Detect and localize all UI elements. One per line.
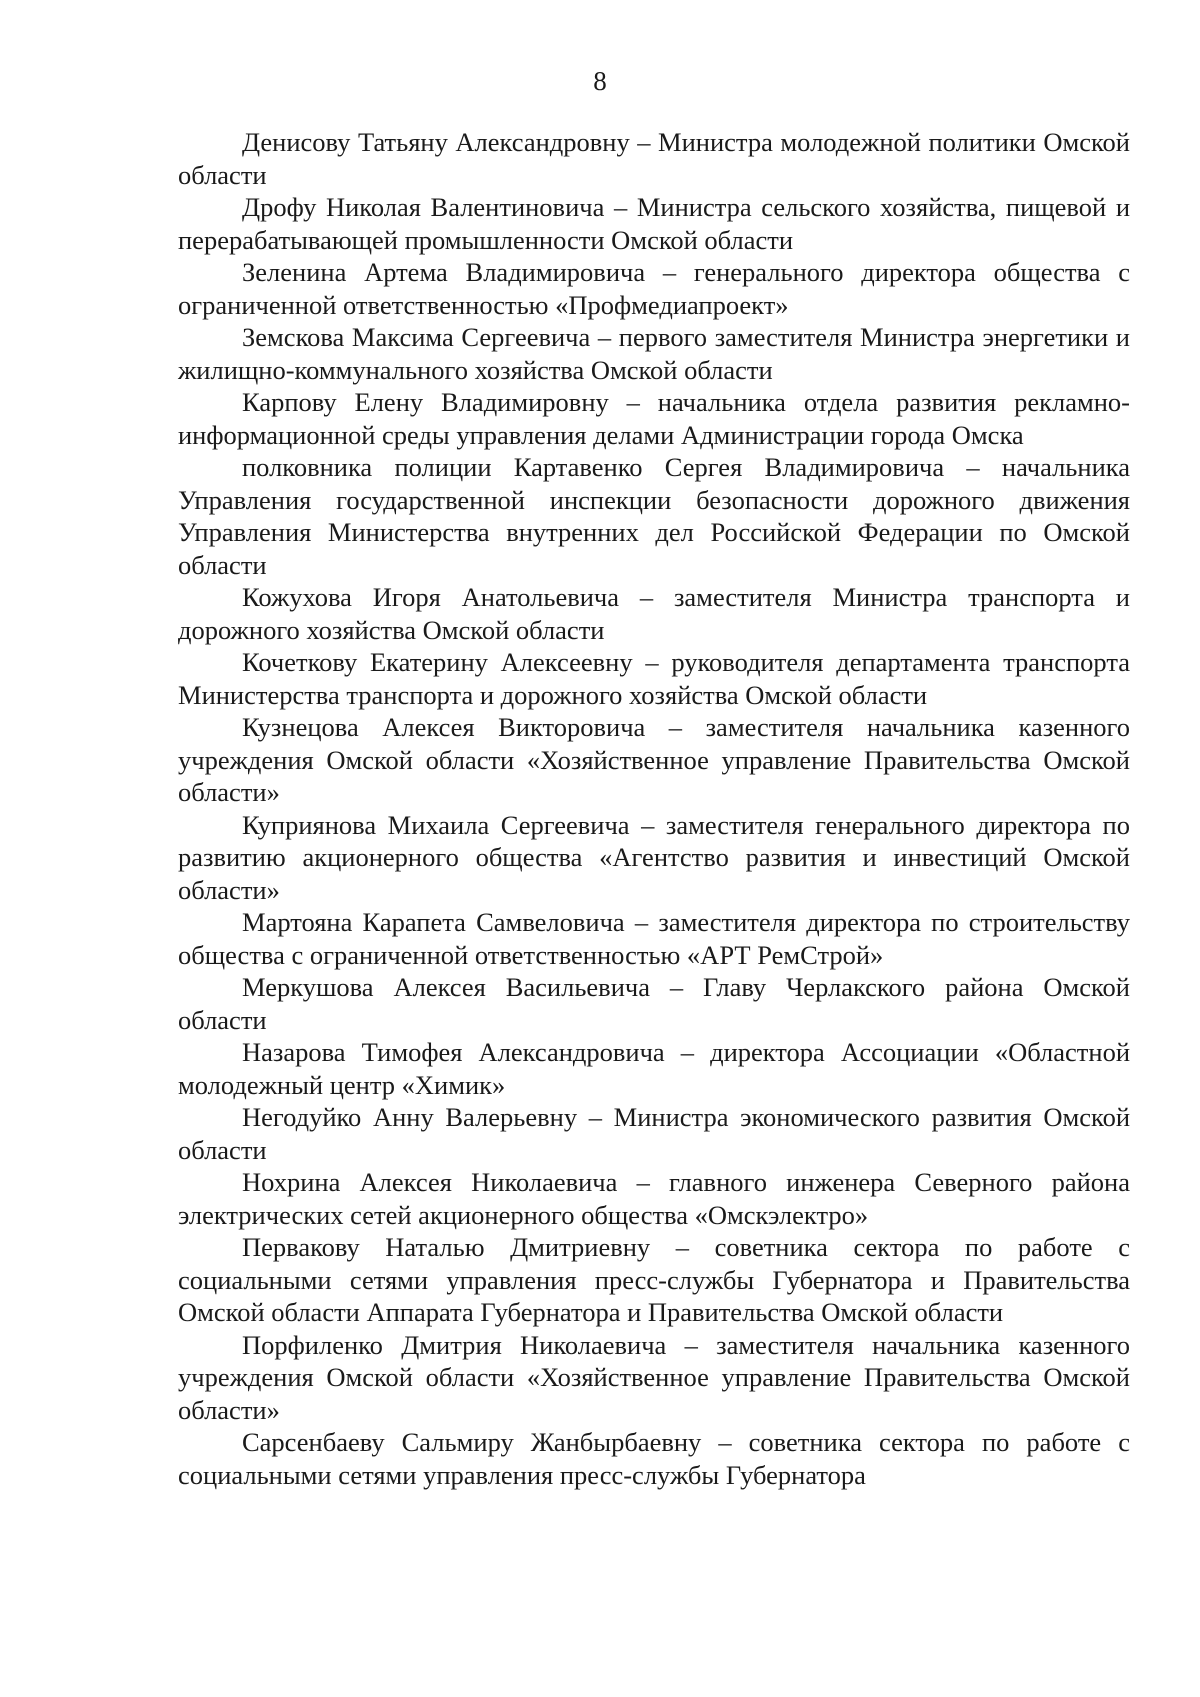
award-list (178, 126, 1130, 1491)
list-entry: Куприянова Михаила Сергеевича – заместителя генерального директора по развитию акционерного общества «Агентство развития и инвестиций Омской области» (178, 809, 1130, 905)
list-entry: Мартояна Карапета Самвеловича – заместителя директора по строительству общества с ограниченной ответственностью «АРТ РемСтрой» (178, 907, 1130, 970)
list-entry: Меркушова Алексея Васильевича – Главу Черлакского района Омской области (178, 972, 1130, 1035)
list-entry: Земскова Максима Сергеевича – первого заместителя Министра энергетики и жилищно-коммунального хозяйства Омской области (178, 322, 1130, 385)
list-entry: Негодуйко Анну Валерьевну – Министра экономического развития Омской области (178, 1102, 1130, 1165)
list-entry: Сарсенбаеву Сальмиру Жанбырбаевну – советника сектора по работе с социальными сетями управления пресс-службы Губернатора (178, 1427, 1130, 1490)
list-entry: Порфиленко Дмитрия Николаевича – заместителя начальника казенного учреждения Омской области «Хозяйственное управление Правительства Омской области» (178, 1329, 1130, 1425)
list-entry: Кузнецова Алексея Викторовича – заместителя начальника казенного учреждения Омской области «Хозяйственное управление Правительства Омской области» (178, 712, 1130, 807)
list-entry: полковника полиции Картавенко Сергея Владимировича – начальника Управления государственной инспекции безопасности дорожного движения Управления Министерства внутренних дел Российской Федерации по Омской области (178, 452, 1130, 580)
list-entry: Нохрина Алексея Николаевича – главного инженера Северного района электрических сетей акционерного общества «Омскэлектро» (178, 1167, 1130, 1230)
list-entry: Кочеткову Екатерину Алексеевну – руководителя департамента транспорта Министерства транспорта и дорожного хозяйства Омской области (178, 647, 1130, 710)
list-entry: Зеленина Артема Владимировича – генерального директора общества с ограниченной ответственностью «Профмедиапроект» (178, 257, 1130, 320)
list-entry: Дрофу Николая Валентиновича – Министра сельского хозяйства, пищевой и перерабатывающей промышленности Омской области (178, 192, 1130, 255)
list-entry: Карпову Елену Владимировну – начальника отдела развития рекламно-информационной среды управления делами Администрации города Омска (178, 387, 1130, 450)
list-entry: Денисову Татьяну Александровну – Министра молодежной политики Омской области (178, 127, 1130, 190)
list-entry: Назарова Тимофея Александровича – директора Ассоциации «Областной молодежный центр «Химик» (178, 1037, 1130, 1100)
list-entry: Кожухова Игоря Анатольевича – заместителя Министра транспорта и дорожного хозяйства Омской области (178, 582, 1130, 645)
list-entry: Первакову Наталью Дмитриевну – советника сектора по работе с социальными сетями управления пресс-службы Губернатора и Правительства Омской области Аппарата Губернатора и Правительства Омской области (178, 1232, 1130, 1327)
page-number: 8 (593, 66, 607, 96)
